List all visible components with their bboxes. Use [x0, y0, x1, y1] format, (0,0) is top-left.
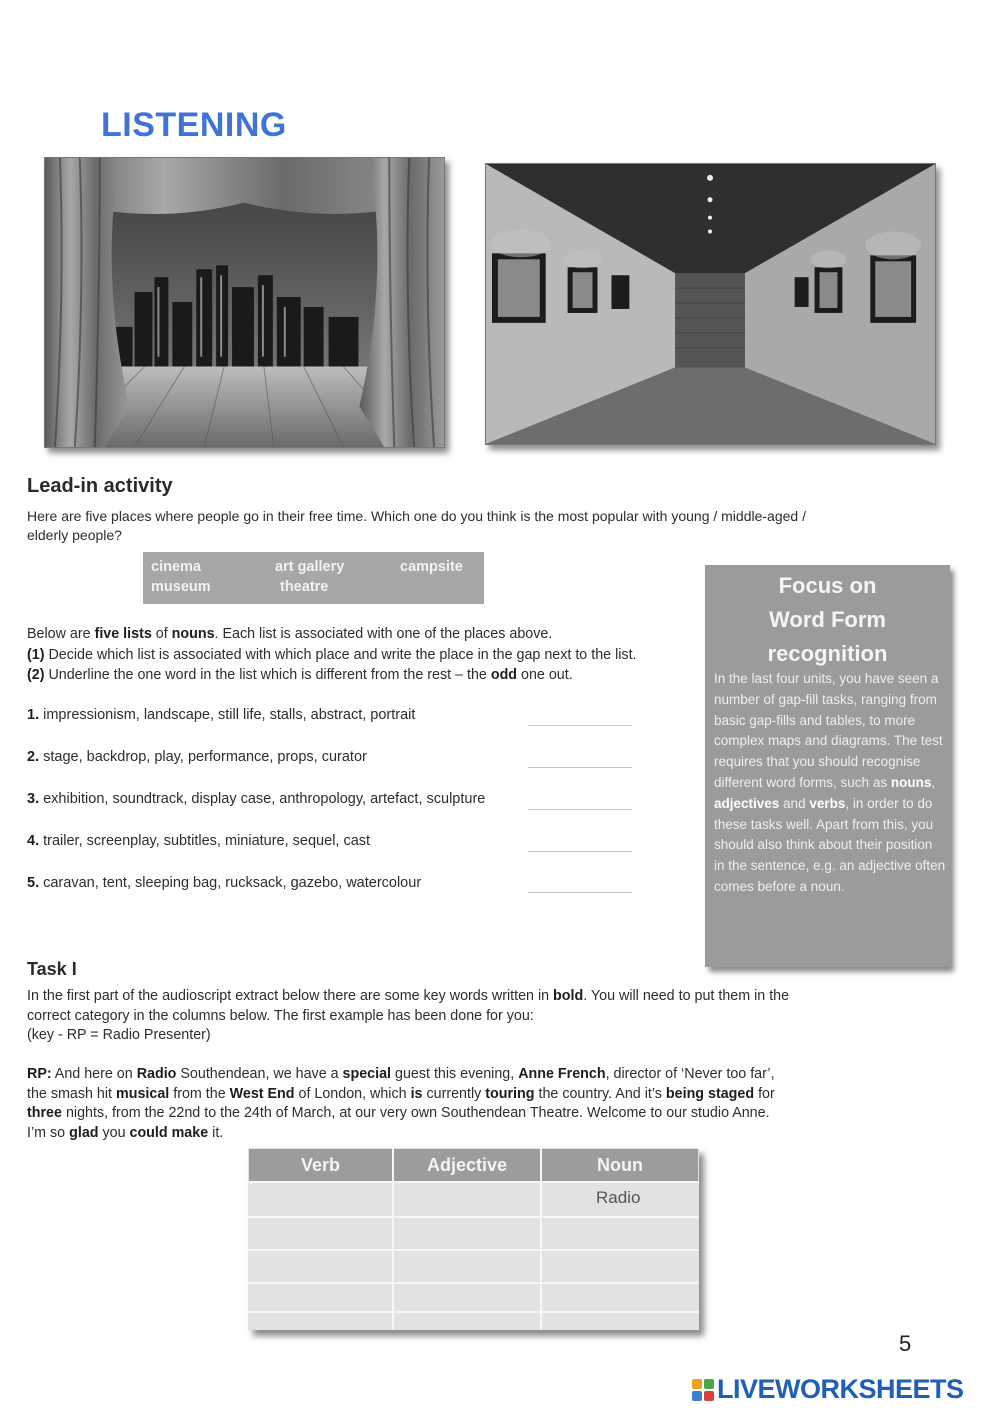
audioscript-line2: the smash hit musical from the West End of London, which is currently touring the country. And it’s being staged for — [27, 1085, 775, 1102]
brand-footer — [692, 1374, 964, 1405]
instructions-line1: Below are five lists of nouns. Each list is associated with one of the places above. — [27, 626, 553, 642]
task1-line1: In the first part of the audioscript extract below there are some key words written in bold. You will need to put them in the — [27, 988, 790, 1004]
noun-list-1: 1. impressionism, landscape, still life, stalls, abstract, portrait — [27, 707, 416, 723]
place-campsite: campsite — [400, 559, 463, 575]
header-adjective: Adjective — [394, 1149, 540, 1181]
focus-body: In the last four units, you have seen a number of gap-fill tasks, ranging from basic gap-fills and tables, to more complex maps and diagrams. The test requires that you should recognise different word forms, such as nouns, adjectives and verbs, in order to do these tasks well. Apart from this, you should also think about their position in the sentence, e.g. an adjective often comes before a noun. — [714, 671, 946, 894]
task1-line2: correct category in the columns below. The first example has been done for you: — [27, 1007, 534, 1024]
word-form-table — [248, 1148, 699, 1330]
noun-list-5: 5. caravan, tent, sleeping bag, rucksack, gazebo, watercolour — [27, 875, 422, 891]
audioscript-line3: three nights, from the 22nd to the 24th of March, at our very own Southendean Theatre. Welcome to our studio Anne. — [27, 1105, 770, 1121]
lead-in-title: Lead-in activity — [27, 475, 173, 497]
brand-logo-icon — [692, 1379, 714, 1401]
places-word-box — [143, 552, 484, 604]
example-noun-cell: Radio — [596, 1188, 641, 1207]
header-noun: Noun — [542, 1149, 698, 1181]
gallery-photo — [485, 163, 936, 445]
answer-gap-4[interactable] — [528, 851, 632, 852]
task1-instructions — [27, 987, 987, 1046]
page-number: 5 — [899, 1331, 912, 1356]
focus-box — [705, 565, 950, 967]
noun-list-3: 3. exhibition, soundtrack, display case, anthropology, artefact, sculpture — [27, 791, 486, 807]
place-theatre: theatre — [280, 579, 329, 595]
table-row-divider — [248, 1249, 699, 1251]
brand-name: LIVEWORKSHEETS — [717, 1374, 964, 1404]
lead-in-intro-line2: elderly people? — [27, 527, 122, 543]
place-cinema: cinema — [151, 559, 201, 575]
lead-in-intro-line1: Here are five places where people go in their free time. Which one do you think is the most popular with young / middle-aged / — [27, 508, 806, 524]
table-col-divider — [540, 1148, 542, 1330]
answer-gap-2[interactable] — [528, 767, 632, 768]
instructions-step2: (2) Underline the one word in the list which is different from the rest – the odd one out. — [27, 667, 573, 683]
audioscript — [27, 1065, 987, 1143]
place-museum: museum — [151, 579, 211, 595]
task1-line3: (key - RP = Radio Presenter) — [27, 1027, 211, 1043]
noun-list-2: 2. stage, backdrop, play, performance, props, curator — [27, 749, 367, 765]
audioscript-line1: RP: And here on Radio Southendean, we have a special guest this evening, Anne French, director of ‘Never too far’, — [27, 1066, 775, 1082]
noun-list-4: 4. trailer, screenplay, subtitles, miniature, sequel, cast — [27, 833, 371, 849]
lead-in-instructions — [27, 624, 707, 686]
table-row-divider — [248, 1282, 699, 1284]
lead-in-intro — [27, 507, 987, 545]
task1-title: Task I — [27, 959, 77, 979]
focus-title: Focus on Word Form recognition — [767, 573, 888, 666]
table-row-divider — [248, 1181, 699, 1183]
stage-photo — [44, 157, 445, 448]
answer-gap-3[interactable] — [528, 809, 632, 810]
stage-illustration — [45, 158, 444, 447]
table-col-divider — [392, 1148, 394, 1330]
audioscript-line4: I’m so glad you could make it. — [27, 1124, 224, 1141]
gallery-illustration — [486, 164, 935, 444]
table-row-divider — [248, 1216, 699, 1218]
answer-gap-5[interactable] — [528, 892, 632, 893]
answer-gap-1[interactable] — [528, 725, 632, 726]
page-heading: LISTENING — [101, 106, 287, 144]
place-art-gallery: art gallery — [275, 559, 345, 575]
table-row-divider — [248, 1311, 699, 1313]
instructions-step1: (1) Decide which list is associated with which place and write the place in the gap next to the list. — [27, 646, 637, 663]
header-verb: Verb — [249, 1149, 392, 1181]
